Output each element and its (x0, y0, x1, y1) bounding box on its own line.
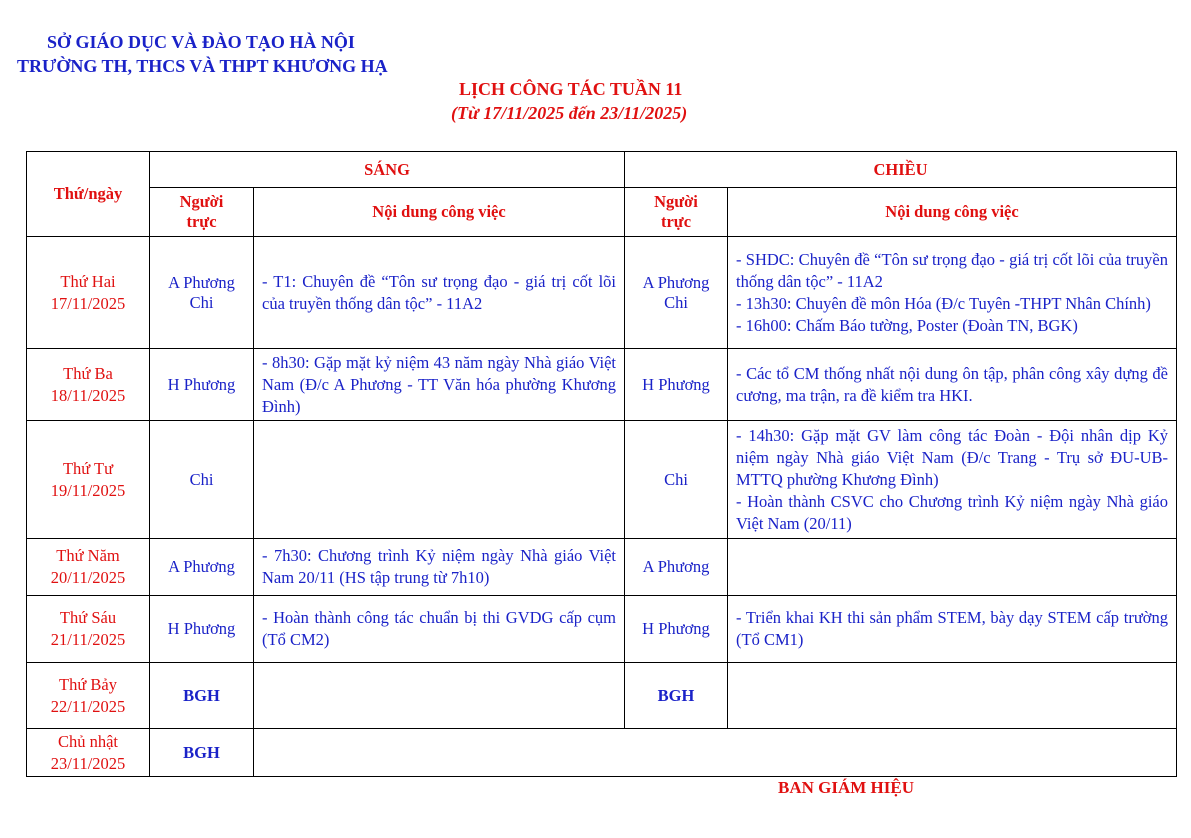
morning-person: A Phương (150, 539, 254, 596)
afternoon-person-header: Người trực (625, 188, 728, 237)
schedule-row (27, 663, 1177, 729)
morning-person-header: Người trực (150, 188, 254, 237)
morning-content (254, 663, 625, 729)
signature-label: BAN GIÁM HIỆU (778, 778, 915, 797)
afternoon-person: A Phương Chi (625, 237, 728, 349)
morning-person: BGH (150, 663, 254, 729)
morning-content: - 8h30: Gặp mặt kỷ niệm 43 năm ngày Nhà giáo Việt Nam (Đ/c A Phương - TT Văn hóa phường Khương Đình) (254, 349, 625, 421)
morning-person: H Phương (150, 596, 254, 663)
schedule-row (27, 729, 1177, 777)
afternoon-content: - 14h30: Gặp mặt GV làm công tác Đoàn - Đội nhân dịp Kỷ niệm ngày Nhà giáo Việt Nam (Đ/c Trang - Trụ sở ĐU-UB-MTTQ phường Khương Đình) - Hoàn thành CSVC cho Chương trình Kỷ niệm ngày Nhà giáo Việt Nam (20/11) (728, 421, 1177, 539)
schedule-row (27, 596, 1177, 663)
day-cell: Thứ Tư 19/11/2025 (27, 421, 150, 539)
afternoon-content-header: Nội dung công việc (728, 188, 1177, 237)
morning-content-header: Nội dung công việc (254, 188, 625, 237)
afternoon-person: Chi (625, 421, 728, 539)
weekly-schedule-table (26, 151, 1177, 777)
day-cell: Thứ Năm 20/11/2025 (27, 539, 150, 596)
afternoon-content (728, 663, 1177, 729)
morning-person: Chi (150, 421, 254, 539)
afternoon-content: - SHDC: Chuyên đề “Tôn sư trọng đạo - giá trị cốt lõi của truyền thống dân tộc” - 11A2 - 13h30: Chuyên đề môn Hóa (Đ/c Tuyên -THPT Nhân Chính) - 16h00: Chấm Báo tường, Poster (Đoàn TN, BGK) (728, 237, 1177, 349)
day-cell: Thứ Hai 17/11/2025 (27, 237, 150, 349)
afternoon-person: A Phương (625, 539, 728, 596)
schedule-title: LỊCH CÔNG TÁC TUẦN 11 (459, 79, 683, 99)
day-cell: Thứ Sáu 21/11/2025 (27, 596, 150, 663)
afternoon-header: CHIỀU (625, 152, 1177, 188)
morning-person: A Phương Chi (150, 237, 254, 349)
afternoon-content: - Triển khai KH thi sản phẩm STEM, bày dạy STEM cấp trường (Tổ CM1) (728, 596, 1177, 663)
day-column-header: Thứ/ngày (27, 152, 150, 237)
schedule-row (27, 539, 1177, 596)
day-cell: Chủ nhật 23/11/2025 (27, 729, 150, 777)
day-cell: Thứ Bảy 22/11/2025 (27, 663, 150, 729)
day-cell: Thứ Ba 18/11/2025 (27, 349, 150, 421)
afternoon-person: H Phương (625, 596, 728, 663)
schedule-date-range: (Từ 17/11/2025 đến 23/11/2025) (451, 103, 688, 123)
school-name: TRƯỜNG TH, THCS VÀ THPT KHƯƠNG HẠ (17, 56, 388, 76)
morning-header: SÁNG (150, 152, 625, 188)
morning-person: H Phương (150, 349, 254, 421)
schedule-row (27, 421, 1177, 539)
schedule-row (27, 237, 1177, 349)
morning-content: - 7h30: Chương trình Kỷ niệm ngày Nhà giáo Việt Nam 20/11 (HS tập trung từ 7h10) (254, 539, 625, 596)
afternoon-person: H Phương (625, 349, 728, 421)
schedule-row (27, 349, 1177, 421)
sunday-content (254, 729, 1177, 777)
morning-content: - Hoàn thành công tác chuẩn bị thi GVDG cấp cụm (Tổ CM2) (254, 596, 625, 663)
department-name: SỞ GIÁO DỤC VÀ ĐÀO TẠO HÀ NỘI (47, 32, 355, 52)
morning-content: - T1: Chuyên đề “Tôn sư trọng đạo - giá trị cốt lõi của truyền thống dân tộc” - 11A2 (254, 237, 625, 349)
afternoon-content: - Các tổ CM thống nhất nội dung ôn tập, phân công xây dựng đề cương, ma trận, ra đề kiểm tra HKI. (728, 349, 1177, 421)
afternoon-person: BGH (625, 663, 728, 729)
afternoon-content (728, 539, 1177, 596)
morning-person: BGH (150, 729, 254, 777)
morning-content (254, 421, 625, 539)
